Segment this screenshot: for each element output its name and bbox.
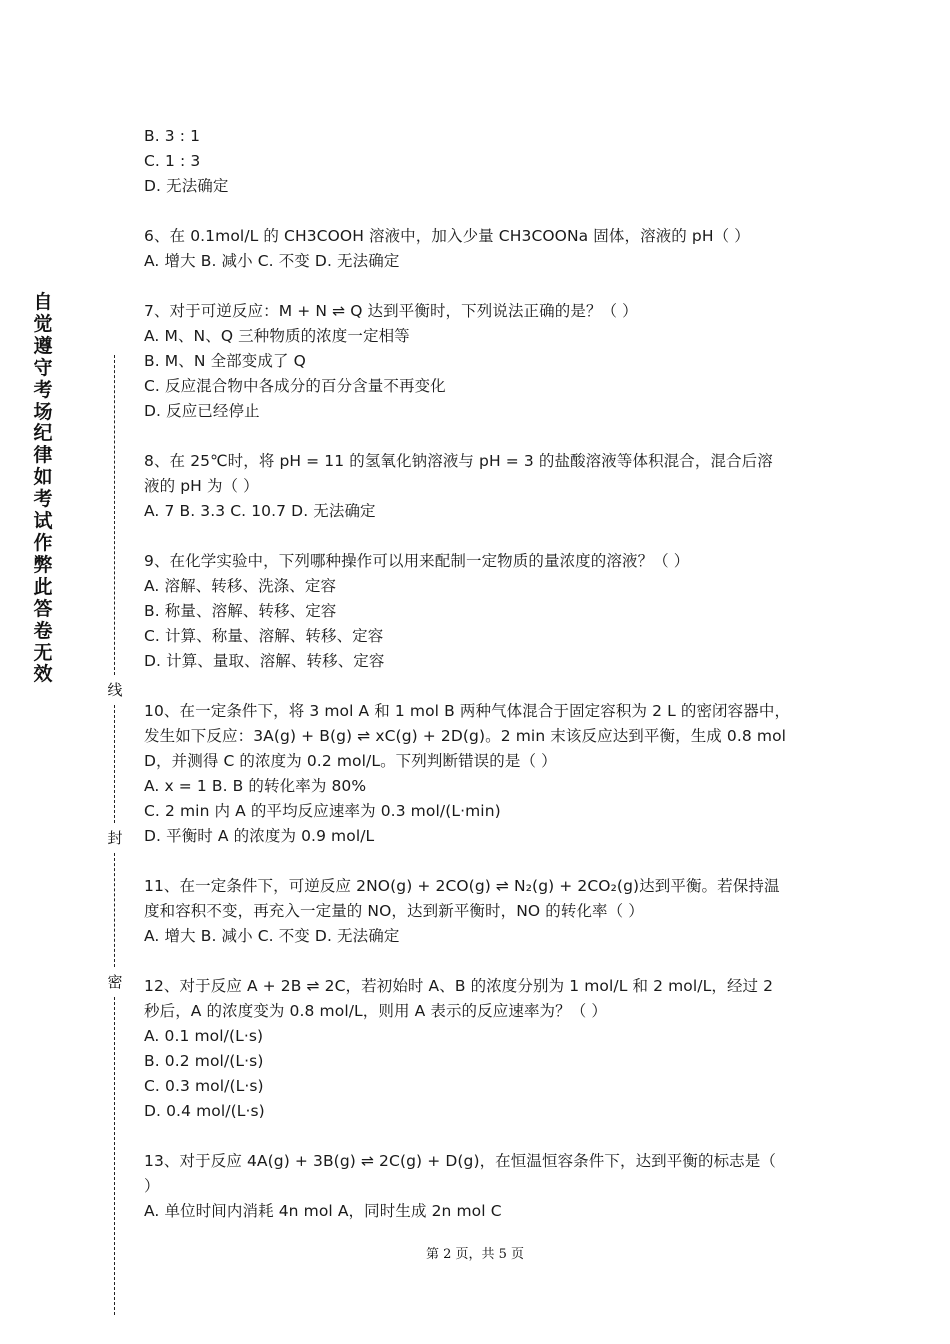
question-12-cont: 秒后，A 的浓度变为 0.8 mol/L，则用 A 表示的反应速率为？（ ） [144, 1002, 607, 1020]
question-content [144, 124, 824, 1224]
seal-dashed-line [114, 853, 115, 967]
option-b: B. 0.2 mol/(L·s) [144, 1052, 264, 1070]
question-10: 10、在一定条件下，将 3 mol A 和 1 mol B 两种气体混合于固定容积为 2 L 的密闭容器中， [144, 702, 791, 720]
seal-dashed-line [114, 705, 115, 823]
question-10-cont: D，并测得 C 的浓度为 0.2 mol/L。下列判断错误的是（ ） [144, 752, 557, 770]
seal-dashed-line [114, 355, 115, 675]
question-6-options: A. 增大 B. 减小 C. 不变 D. 无法确定 [144, 252, 400, 270]
option-b: B. 3 : 1 [144, 127, 201, 145]
question-12: 12、对于反应 A + 2B ⇌ 2C，若初始时 A、B 的浓度分别为 1 mol/L 和 2 mol/L，经过 2 [144, 977, 774, 995]
option-d: D. 平衡时 A 的浓度为 0.9 mol/L [144, 827, 375, 845]
option-d: D. 0.4 mol/(L·s) [144, 1102, 265, 1120]
seal-char-mi: 密 [104, 973, 126, 991]
option-a: A. 0.1 mol/(L·s) [144, 1027, 264, 1045]
option-b: B. 称量、溶解、转移、定容 [144, 602, 337, 620]
question-8: 8、在 25℃时，将 pH = 11 的氢氧化钠溶液与 pH = 3 的盐酸溶液等体积混合，混合后溶 [144, 452, 773, 470]
question-11-options: A. 增大 B. 减小 C. 不变 D. 无法确定 [144, 927, 400, 945]
option-c: C. 反应混合物中各成分的百分含量不再变化 [144, 377, 446, 395]
question-7: 7、对于可逆反应：M + N ⇌ Q 达到平衡时，下列说法正确的是？（ ） [144, 302, 638, 320]
question-6: 6、在 0.1mol/L 的 CH3COOH 溶液中，加入少量 CH3COONa 固体，溶液的 pH（ ） [144, 227, 750, 245]
question-10-cont: 发生如下反应：3A(g) + B(g) ⇌ xC(g) + 2D(g)。2 min 末该反应达到平衡，生成 0.8 mol [144, 727, 787, 745]
page-number: 第 2 页，共 5 页 [425, 1247, 525, 1262]
option-c: C. 1 : 3 [144, 152, 201, 170]
seal-dashed-line [114, 997, 115, 1315]
seal-char-xian: 线 [104, 681, 126, 699]
exam-discipline-warning: 自觉遵守考场纪律如考试作弊此答卷无效 [33, 291, 53, 686]
option-b: B. M、N 全部变成了 Q [144, 352, 306, 370]
question-11-cont: 度和容积不变，再充入一定量的 NO，达到新平衡时，NO 的转化率（ ） [144, 902, 644, 920]
option-c: C. 0.3 mol/(L·s) [144, 1077, 264, 1095]
question-9: 9、在化学实验中，下列哪种操作可以用来配制一定物质的量浓度的溶液？（ ） [144, 552, 690, 570]
option-a: A. 单位时间内消耗 4n mol A，同时生成 2n mol C [144, 1202, 502, 1220]
option-c: C. 计算、称量、溶解、转移、定容 [144, 627, 384, 645]
question-8-cont: 液的 pH 为（ ） [144, 477, 259, 495]
option-d: D. 无法确定 [144, 177, 229, 195]
option-d: D. 反应已经停止 [144, 402, 260, 420]
seal-char-feng: 封 [104, 829, 126, 847]
question-13: 13、对于反应 4A(g) + 3B(g) ⇌ 2C(g) + D(g)，在恒温恒容条件下，达到平衡的标志是（ [144, 1152, 776, 1170]
option-a-b: A. x = 1 B. B 的转化率为 80% [144, 777, 367, 795]
option-c: C. 2 min 内 A 的平均反应速率为 0.3 mol/(L·min) [144, 802, 501, 820]
question-13-cont: ） [144, 1177, 160, 1195]
option-a: A. M、N、Q 三种物质的浓度一定相等 [144, 327, 410, 345]
option-a: A. 溶解、转移、洗涤、定容 [144, 577, 337, 595]
option-d: D. 计算、量取、溶解、转移、定容 [144, 652, 385, 670]
question-11: 11、在一定条件下，可逆反应 2NO(g) + 2CO(g) ⇌ N₂(g) + 2CO₂(g)达到平衡。若保持温 [144, 877, 780, 895]
question-8-options: A. 7 B. 3.3 C. 10.7 D. 无法确定 [144, 502, 376, 520]
